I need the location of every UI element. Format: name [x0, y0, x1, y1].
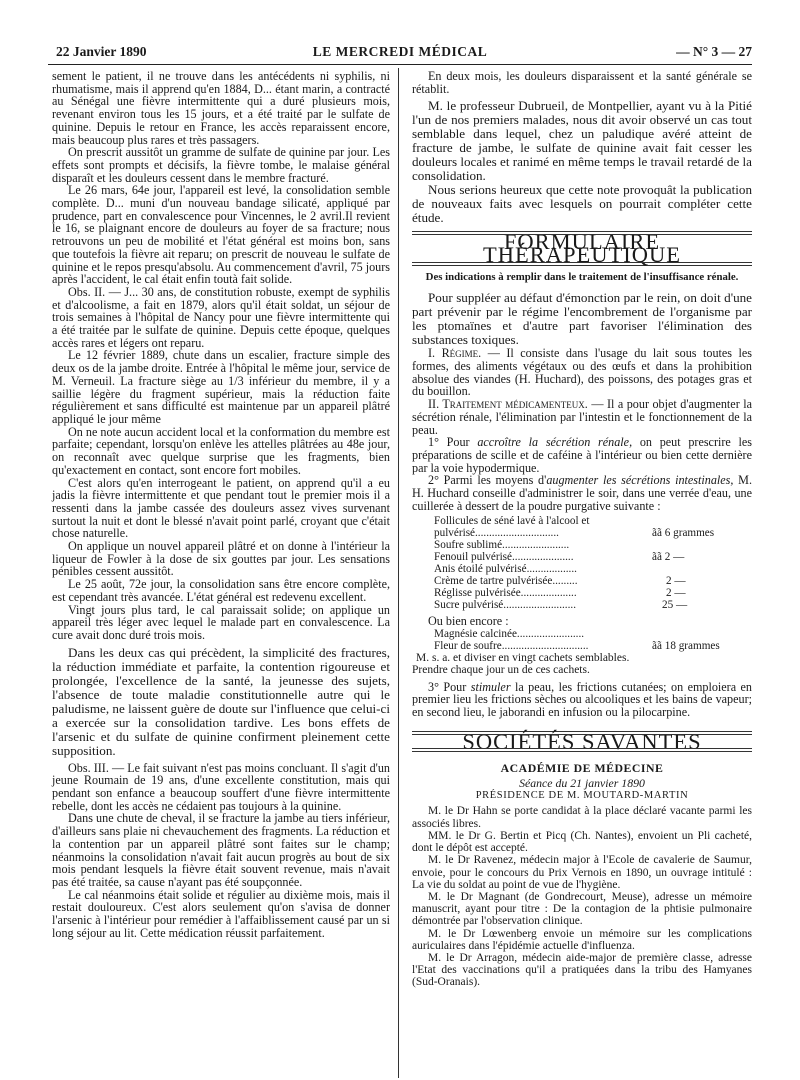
- rx-line: [434, 527, 752, 539]
- seance-item: M. le Dr Ravenez, médecin major à l'Ecole de cavalerie de Saumur, envoie, pour le concours du Prix Vernois en 1890, un ouvrage intitulé : La vie du soldat au point de vue de l'hygiène.: [412, 854, 752, 891]
- paragraph: Pour suppléer au défaut d'émonction par le rein, on doit d'une part prévenir par le régime l'encombrement de l'organisme par les ptomaïnes et d'autre part favoriser l'élimination des substances toxiques.: [412, 290, 752, 348]
- rx-line: [434, 551, 752, 563]
- seance-item: M. le Dr Hahn se porte candidat à la place déclaré vacante parmi les associés libres.: [412, 805, 752, 830]
- text: 1° Pour: [428, 435, 478, 450]
- text: M. H. Huchard conseille d'administrer le soir, dans une verrée d'eau, une cuillerée à dessert de la poudre purgative suivante :: [412, 473, 752, 513]
- rx-line: [434, 515, 752, 527]
- rx-line: [434, 575, 752, 587]
- paragraph: Le 12 février 1889, chute dans un escalier, fracture simple des deux os de la jambe droite. Entrée à l'hôpital le même jour, service de M. Verneuil. La fracture siège au 1/3 inférieur du membre, il y a saillie légère du fragment supérieur, mais la réduction faite régulièrement et sans difficulté est maintenue par un appareil plâtré appliqué le jour même: [52, 348, 390, 426]
- header-rule: [48, 64, 752, 65]
- paragraph: En deux mois, les douleurs disparaissent et la santé générale se rétablit.: [412, 69, 752, 96]
- rx-qty: ãã 18 grammes: [652, 640, 720, 653]
- discussion-paragraph: Dans les deux cas qui précèdent, la simplicité des fractures, la réduction immédiate et parfaite, la contention rigoureuse et prolongée, l'excellence de la santé, la jeunesse des sujets, l'absence de toute maladie constitutionnelle autre qui le paludisme, ne laissent guère de doute sur l'influence que celui-ci a exercée sur la consolidation tardive. Les bons effets de l'arsenic et du sulfate de quinine confirment pleinement cette supposition.: [52, 644, 390, 758]
- issue-date: 22 Janvier 1890: [56, 44, 147, 59]
- text: 3° Pour: [428, 679, 471, 694]
- emphasis: stimuler: [470, 679, 511, 694]
- seance-date: Séance du 21 janvier 1890: [519, 776, 645, 791]
- paragraph: M. le professeur Dubrueil, de Montpellier, ayant vu à la Pitié l'un de nos premiers malades, nous dit avoir observé un cas tout semblable dans lequel, chez un paludique avéré atteint de fracture de jambe, le sulfate de quinine avait fait cesser les douleurs locales et ranimé en même temps le travail retardé de la consolidation.: [412, 98, 752, 184]
- rx-line: [434, 563, 752, 575]
- rx-qty: ãã 6 grammes: [652, 527, 715, 540]
- rx-item: Fenouil pulvérisé......................: [434, 551, 574, 564]
- emphasis: augmenter les sécrétions intestinales,: [546, 473, 734, 488]
- academie-title: ACADÉMIE DE MÉDECINE: [500, 761, 664, 776]
- paragraph: Le 25 août, 72e jour, la consolidation sans être encore complète, est cependant très avancée. L'état général est redevenu excellent.: [52, 577, 390, 604]
- rx-item: Crème de tartre pulvérisée.........: [434, 575, 578, 588]
- paragraph: On prescrit aussitôt un gramme de sulfate de quinine par jour. Les effets sont prompts et décisifs, la fièvre tombe, le malaise général disparaît et les douleurs cessent dans le membre fracturé.: [52, 145, 390, 185]
- journal-title: LE MERCREDI MÉDICAL: [312, 44, 488, 59]
- rx-line: [434, 628, 752, 640]
- formulaire-heading: [412, 229, 752, 268]
- traitement-heading: II. Traitement médicamenteux.: [428, 397, 588, 412]
- paragraph: On ne note aucun accident local et la conformation du membre est parfaite; cependant, lorsqu'on enlève les attelles plâtrées au 48e jour, on reconnaît avec quelque surprise que les fragments, bien qu'exactement en contact, sont encore fort mobiles.: [52, 424, 390, 477]
- running-header: [48, 44, 752, 62]
- rx-item: Anis étoilé pulvérisé..................: [434, 563, 577, 576]
- renale-paragraph: [412, 436, 752, 474]
- observation-2: Obs. II. — J... 30 ans, de constitution robuste, exempt de syphilis et d'alcoolisme, a fait en 1879, alors qu'il était soldat, un séjour de trois semaines à l'hôpital de Nancy pour une fièvre intermittente qui a été traitée par le sulfate de quinine. Depuis cette époque, quelques accès rares et légers ont reparu.: [52, 284, 390, 350]
- rx-item: Sucre pulvérisé..........................: [434, 599, 576, 612]
- rx-item: Follicules de séné lavé à l'alcool et: [434, 515, 590, 528]
- intestin-paragraph: [412, 474, 752, 512]
- rx-item: pulvérisé..............................: [434, 527, 559, 540]
- rx-line: [434, 599, 752, 611]
- right-column: [412, 70, 752, 989]
- rx-qty: 2 —: [666, 587, 686, 600]
- regime-text: — Il consiste dans l'usage du lait sous toutes les formes, des aliments végétaux ou des œufs et dans la prohibition absolue des viandes (H. Huchard), des poissons, des potages gras et du bouillon.: [412, 346, 752, 399]
- prescription-2: [434, 628, 752, 652]
- paragraph: sement le patient, il ne trouve dans les antécédents ni syphilis, ni rhumatisme, mais il apprend qu'en 1884, D... étant marin, a contracté au Sénégal une fièvre intermittente qui a duré plusieurs mois, revenant environ tous les 15 jours, et a été traité par le sulfate de quinine. Depuis le retour en France, les accès reparaissent encore, mais beaucoup plus rares et très passagers.: [52, 69, 390, 147]
- regime-paragraph: [412, 347, 752, 398]
- text: on peut prescrire les préparations de scille et de caféine à l'intérieur ou bien cette dernière par la voie hypodermique.: [412, 435, 753, 475]
- text: la peau, les frictions cutanées; on emploiera en premier lieu les frictions sèches ou alcooliques et les bains de vapeur; en second lieu, le jaborandi en infusion ou la pilocarpine.: [412, 679, 753, 719]
- prescription-1: [434, 515, 752, 611]
- paragraph: Le cal néanmoins était solide et régulier au dixième mois, mais il restait douloureux. C'est alors seulement qu'on s'avisa de donner l'arsenic à l'intérieur pour remédier à l'affaiblissement causé par un si long séjour au lit. Cette médication réussit parfaitement.: [52, 887, 390, 940]
- rx-qty: ãã 2 —: [652, 551, 685, 564]
- societes-title: SOCIÉTÉS SAVANTES: [462, 728, 702, 754]
- formulaire-title: FORMULAIRE THÉRAPEUTIQUE: [483, 229, 681, 268]
- rx-instruction: Prendre chaque jour un de ces cachets.: [412, 664, 590, 677]
- rx-item: Fleur de soufre...............................: [434, 640, 589, 653]
- paragraph: Le 26 mars, 64e jour, l'appareil est levé, la consolidation semble complète. D... muni d'un nouveau bandage silicaté, appliqué par prudence, part en convalescence pour Vincennes, le 2 avril.Il revient le 16, se plaignant encore de douleurs au foyer de sa fracture; nous retrouvons un peu de mobilité et l'état général est moins bon, sans que toutefois la fièvre ait reparu; on prescrit de nouveau le sulfate de quinine et le repos presqu'absolu. Au commencement d'avril, 75 jours après l'accident, le cal était enfin toutà fait solide.: [52, 183, 390, 287]
- seance-item: MM. le Dr G. Bertin et Picq (Ch. Nantes), envoient un Pli cacheté, dont le dépôt est accepté.: [412, 829, 752, 855]
- traitement-paragraph: [412, 398, 752, 436]
- column-divider: [398, 68, 399, 1078]
- rx-instruction: M. s. a. et diviser en vingt cachets semblables.: [416, 652, 630, 665]
- rx-line: [434, 640, 752, 652]
- presidence: PRÉSIDENCE DE M. MOUTARD-MARTIN: [475, 789, 689, 801]
- societes-heading: [412, 728, 752, 754]
- observation-3: Obs. III. — Le fait suivant n'est pas moins concluant. Il s'agit d'un jeune Roumain de 19 ans, d'une excellente constitution, mais qui pendant son enfance a beaucoup souffert d'une fièvre intermittente rebelle, dont les accès ne cédaient pas toujours à la quinine.: [52, 760, 390, 813]
- paragraph: C'est alors qu'en interrogeant le patient, on apprend qu'il a eu jadis la fièvre intermittente et que pendant tout le premier mois il a ressenti dans la jambe cassée des douleurs assez vives survenant surtout la nuit et dont le blessé n'avait point parlé, croyant que c'était chose naturelle.: [52, 475, 390, 541]
- seance-item: M. le Dr Lœwenberg envoie un mémoire sur les complications auriculaires dans l'épidémie actuelle d'influenza.: [412, 927, 752, 952]
- text: 2° Parmi les moyens d': [428, 473, 547, 488]
- paragraph: On applique un nouvel appareil plâtré et on donne à l'intérieur la liqueur de Fowler à la dose de six gouttes par jour. Les sensations pénibles cessent aussitôt.: [52, 539, 390, 579]
- traitement-text: — Il a pour objet d'augmenter la sécrétion rénale, l'élimination par l'intestin et le fonctionnement de la peau.: [412, 397, 752, 437]
- regime-heading: I. Régime.: [428, 346, 482, 361]
- seance-item: M. le Dr Magnant (de Gondrecourt, Meuse), adresse un mémoire manuscrit, ayant pour titre : De la contagion de la phtisie pulmonaire démontrée par l'observation clinique.: [412, 890, 752, 928]
- paragraph: Dans une chute de cheval, il se fracture la jambe au tiers inférieur, d'ailleurs sans plaie ni chevauchement des fragments. La réduction et la contention par un appareil plâtré sont faites sur le champ; néanmoins la consolidation n'avait fait aucun progrès au bout de six mois pendant lesquels la fièvre était souvent revenue, mais n'avait pas été traitée, sa cause n'ayant pas été soupçonnée.: [52, 811, 390, 889]
- rx-line: [434, 539, 752, 551]
- rx-item: Magnésie calcinée........................: [434, 628, 585, 641]
- rx-qty: 2 —: [666, 575, 686, 588]
- page-number: — N° 3 — 27: [676, 44, 752, 59]
- left-column: [52, 70, 390, 939]
- rx-item: Réglisse pulvérisée....................: [434, 587, 577, 600]
- rx-item: Soufre sublimé........................: [434, 539, 570, 552]
- peau-paragraph: [412, 681, 752, 719]
- seance-item: M. le Dr Arragon, médecin aide-major de première classe, adresse l'Etat des vaccinations qu'il a pratiquées dans la tribu des Hamyanes (Sud-Oranais).: [412, 951, 752, 989]
- paragraph: Nous serions heureux que cette note provoquât la publication de nouveaux faits avec lesquels on pourrait compléter cette étude.: [412, 182, 752, 226]
- rx-line: [434, 587, 752, 599]
- formulaire-subtitle: Des indications à remplir dans le traitement de l'insuffisance rénale.: [425, 270, 739, 283]
- rx-qty: 25 —: [662, 599, 688, 612]
- paragraph: Vingt jours plus tard, le cal paraissait solide; on applique un appareil très léger avec lequel le malade part en convalescence. La cure avait donc duré trois mois.: [52, 602, 390, 642]
- ou-bien: Ou bien encore :: [428, 614, 509, 629]
- emphasis: accroître la sécrétion rénale,: [477, 435, 633, 450]
